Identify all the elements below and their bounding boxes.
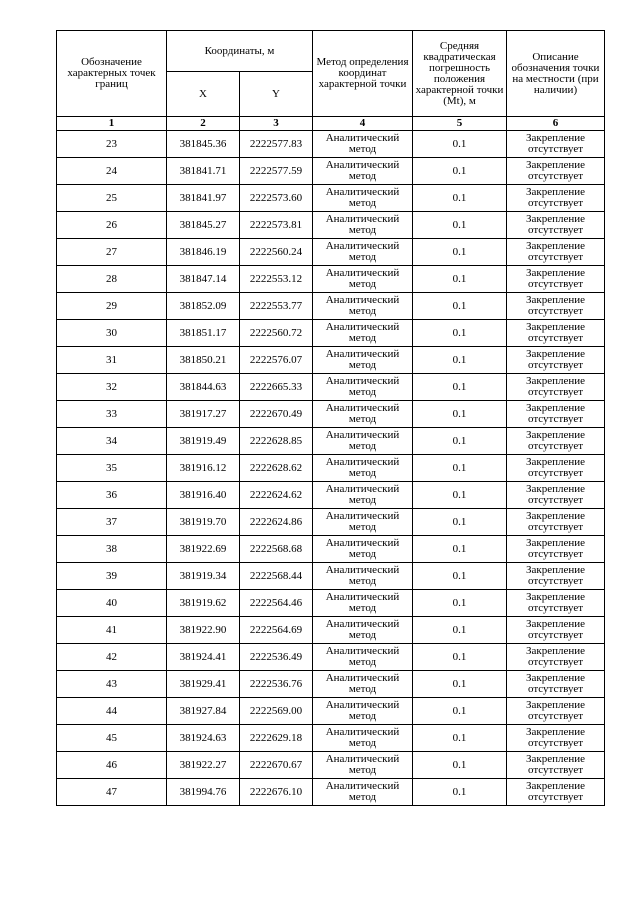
cell-method: Аналитический метод: [313, 698, 413, 725]
cell-accuracy: 0.1: [413, 293, 507, 320]
cell-y: 2222568.68: [240, 536, 313, 563]
cell-point: 36: [57, 482, 167, 509]
cell-accuracy: 0.1: [413, 131, 507, 158]
cell-x: 381919.70: [167, 509, 240, 536]
cell-x: 381916.40: [167, 482, 240, 509]
table-row: [57, 374, 605, 401]
cell-accuracy: 0.1: [413, 590, 507, 617]
cell-description: Закрепление отсутствует: [507, 293, 605, 320]
cell-accuracy: 0.1: [413, 617, 507, 644]
cell-y: 2222553.77: [240, 293, 313, 320]
cell-method: Аналитический метод: [313, 158, 413, 185]
header-method: Метод определения координат характерной точки: [313, 31, 413, 117]
cell-x: 381845.27: [167, 212, 240, 239]
cell-method: Аналитический метод: [313, 590, 413, 617]
cell-y: 2222573.60: [240, 185, 313, 212]
cell-x: 381919.34: [167, 563, 240, 590]
cell-y: 2222670.49: [240, 401, 313, 428]
cell-description: Закрепление отсутствует: [507, 320, 605, 347]
cell-y: 2222560.24: [240, 239, 313, 266]
cell-accuracy: 0.1: [413, 158, 507, 185]
table-row: [57, 428, 605, 455]
cell-y: 2222670.67: [240, 752, 313, 779]
cell-description: Закрепление отсутствует: [507, 158, 605, 185]
cell-description: Закрепление отсутствует: [507, 131, 605, 158]
cell-description: Закрепление отсутствует: [507, 779, 605, 806]
cell-method: Аналитический метод: [313, 212, 413, 239]
boundary-points-table: [56, 30, 605, 806]
table-body: [57, 131, 605, 806]
cell-x: 381924.63: [167, 725, 240, 752]
cell-description: Закрепление отсутствует: [507, 671, 605, 698]
cell-y: 2222560.72: [240, 320, 313, 347]
cell-description: Закрепление отсутствует: [507, 725, 605, 752]
cell-x: 381929.41: [167, 671, 240, 698]
cell-description: Закрепление отсутствует: [507, 401, 605, 428]
table-row: [57, 455, 605, 482]
cell-accuracy: 0.1: [413, 509, 507, 536]
cell-point: 45: [57, 725, 167, 752]
table-row: [57, 752, 605, 779]
header-row-top: [57, 31, 605, 72]
cell-y: 2222569.00: [240, 698, 313, 725]
cell-point: 40: [57, 590, 167, 617]
cell-point: 42: [57, 644, 167, 671]
cell-accuracy: 0.1: [413, 698, 507, 725]
cell-accuracy: 0.1: [413, 212, 507, 239]
cell-x: 381850.21: [167, 347, 240, 374]
cell-description: Закрепление отсутствует: [507, 212, 605, 239]
cell-y: 2222676.10: [240, 779, 313, 806]
table-row: [57, 239, 605, 266]
cell-point: 37: [57, 509, 167, 536]
cell-method: Аналитический метод: [313, 428, 413, 455]
cell-y: 2222665.33: [240, 374, 313, 401]
cell-description: Закрепление отсутствует: [507, 563, 605, 590]
cell-y: 2222577.83: [240, 131, 313, 158]
table-row: [57, 671, 605, 698]
cell-point: 44: [57, 698, 167, 725]
cell-accuracy: 0.1: [413, 536, 507, 563]
cell-x: 381916.12: [167, 455, 240, 482]
cell-point: 26: [57, 212, 167, 239]
table-row: [57, 509, 605, 536]
header-description: Описание обозначения точки на местности (при наличии): [507, 31, 605, 117]
cell-method: Аналитический метод: [313, 725, 413, 752]
cell-method: Аналитический метод: [313, 374, 413, 401]
cell-accuracy: 0.1: [413, 401, 507, 428]
cell-point: 29: [57, 293, 167, 320]
cell-description: Закрепление отсутствует: [507, 185, 605, 212]
table-row: [57, 617, 605, 644]
cell-method: Аналитический метод: [313, 293, 413, 320]
cell-y: 2222577.59: [240, 158, 313, 185]
cell-x: 381922.90: [167, 617, 240, 644]
cell-description: Закрепление отсутствует: [507, 698, 605, 725]
cell-accuracy: 0.1: [413, 239, 507, 266]
cell-y: 2222553.12: [240, 266, 313, 293]
cell-description: Закрепление отсутствует: [507, 455, 605, 482]
cell-method: Аналитический метод: [313, 779, 413, 806]
cell-y: 2222628.62: [240, 455, 313, 482]
cell-accuracy: 0.1: [413, 347, 507, 374]
cell-x: 381851.17: [167, 320, 240, 347]
cell-y: 2222568.44: [240, 563, 313, 590]
cell-description: Закрепление отсутствует: [507, 509, 605, 536]
cell-y: 2222573.81: [240, 212, 313, 239]
cell-y: 2222576.07: [240, 347, 313, 374]
header-coordinates: Координаты, м: [167, 31, 313, 72]
table-row: [57, 131, 605, 158]
table-row: [57, 779, 605, 806]
cell-description: Закрепление отсутствует: [507, 482, 605, 509]
cell-point: 47: [57, 779, 167, 806]
cell-description: Закрепление отсутствует: [507, 644, 605, 671]
cell-point: 39: [57, 563, 167, 590]
cell-point: 33: [57, 401, 167, 428]
cell-x: 381919.49: [167, 428, 240, 455]
cell-accuracy: 0.1: [413, 374, 507, 401]
cell-method: Аналитический метод: [313, 239, 413, 266]
cell-y: 2222624.86: [240, 509, 313, 536]
cell-method: Аналитический метод: [313, 644, 413, 671]
cell-description: Закрепление отсутствует: [507, 266, 605, 293]
cell-method: Аналитический метод: [313, 617, 413, 644]
cell-method: Аналитический метод: [313, 509, 413, 536]
table-row: [57, 158, 605, 185]
cell-x: 381924.41: [167, 644, 240, 671]
cell-description: Закрепление отсутствует: [507, 239, 605, 266]
table-row: [57, 401, 605, 428]
cell-description: Закрепление отсутствует: [507, 617, 605, 644]
column-number: 2: [167, 117, 240, 131]
cell-method: Аналитический метод: [313, 347, 413, 374]
cell-x: 381922.27: [167, 752, 240, 779]
cell-accuracy: 0.1: [413, 779, 507, 806]
column-number: 3: [240, 117, 313, 131]
cell-x: 381841.97: [167, 185, 240, 212]
column-number: 6: [507, 117, 605, 131]
table-row: [57, 590, 605, 617]
table-row: [57, 293, 605, 320]
header-accuracy: Средняя квадратическая погрешность положения характерной точки (Mt), м: [413, 31, 507, 117]
table-row: [57, 482, 605, 509]
cell-point: 41: [57, 617, 167, 644]
cell-method: Аналитический метод: [313, 752, 413, 779]
cell-method: Аналитический метод: [313, 185, 413, 212]
cell-accuracy: 0.1: [413, 563, 507, 590]
cell-y: 2222564.46: [240, 590, 313, 617]
cell-x: 381847.14: [167, 266, 240, 293]
cell-accuracy: 0.1: [413, 644, 507, 671]
cell-point: 27: [57, 239, 167, 266]
cell-point: 30: [57, 320, 167, 347]
cell-x: 381919.62: [167, 590, 240, 617]
header-x: X: [167, 72, 240, 117]
cell-accuracy: 0.1: [413, 320, 507, 347]
cell-accuracy: 0.1: [413, 482, 507, 509]
cell-y: 2222628.85: [240, 428, 313, 455]
cell-description: Закрепление отсутствует: [507, 347, 605, 374]
cell-description: Закрепление отсутствует: [507, 428, 605, 455]
header-point-designation: Обозначение характерных точек границ: [57, 31, 167, 117]
cell-x: 381844.63: [167, 374, 240, 401]
cell-description: Закрепление отсутствует: [507, 536, 605, 563]
cell-x: 381922.69: [167, 536, 240, 563]
cell-accuracy: 0.1: [413, 455, 507, 482]
table-row: [57, 212, 605, 239]
cell-point: 38: [57, 536, 167, 563]
table-row: [57, 536, 605, 563]
cell-method: Аналитический метод: [313, 131, 413, 158]
cell-point: 32: [57, 374, 167, 401]
header-y: Y: [240, 72, 313, 117]
cell-y: 2222536.76: [240, 671, 313, 698]
cell-point: 24: [57, 158, 167, 185]
cell-accuracy: 0.1: [413, 266, 507, 293]
cell-accuracy: 0.1: [413, 185, 507, 212]
cell-method: Аналитический метод: [313, 671, 413, 698]
cell-method: Аналитический метод: [313, 563, 413, 590]
column-number-row: [57, 117, 605, 131]
column-number: 4: [313, 117, 413, 131]
table-row: [57, 725, 605, 752]
cell-y: 2222629.18: [240, 725, 313, 752]
cell-point: 25: [57, 185, 167, 212]
cell-y: 2222624.62: [240, 482, 313, 509]
table-row: [57, 644, 605, 671]
cell-x: 381927.84: [167, 698, 240, 725]
cell-method: Аналитический метод: [313, 266, 413, 293]
cell-point: 23: [57, 131, 167, 158]
column-number: 5: [413, 117, 507, 131]
cell-point: 43: [57, 671, 167, 698]
table-row: [57, 185, 605, 212]
table-row: [57, 698, 605, 725]
table-row: [57, 320, 605, 347]
cell-method: Аналитический метод: [313, 482, 413, 509]
cell-method: Аналитический метод: [313, 536, 413, 563]
cell-method: Аналитический метод: [313, 455, 413, 482]
cell-accuracy: 0.1: [413, 671, 507, 698]
cell-point: 34: [57, 428, 167, 455]
cell-x: 381994.76: [167, 779, 240, 806]
column-number: 1: [57, 117, 167, 131]
cell-description: Закрепление отсутствует: [507, 374, 605, 401]
cell-x: 381846.19: [167, 239, 240, 266]
cell-description: Закрепление отсутствует: [507, 590, 605, 617]
cell-point: 31: [57, 347, 167, 374]
cell-x: 381841.71: [167, 158, 240, 185]
cell-x: 381845.36: [167, 131, 240, 158]
table-row: [57, 266, 605, 293]
cell-point: 28: [57, 266, 167, 293]
table-row: [57, 347, 605, 374]
cell-accuracy: 0.1: [413, 725, 507, 752]
cell-accuracy: 0.1: [413, 428, 507, 455]
cell-point: 46: [57, 752, 167, 779]
cell-x: 381917.27: [167, 401, 240, 428]
cell-method: Аналитический метод: [313, 401, 413, 428]
cell-y: 2222536.49: [240, 644, 313, 671]
cell-x: 381852.09: [167, 293, 240, 320]
cell-method: Аналитический метод: [313, 320, 413, 347]
cell-y: 2222564.69: [240, 617, 313, 644]
cell-accuracy: 0.1: [413, 752, 507, 779]
cell-point: 35: [57, 455, 167, 482]
cell-description: Закрепление отсутствует: [507, 752, 605, 779]
table-row: [57, 563, 605, 590]
